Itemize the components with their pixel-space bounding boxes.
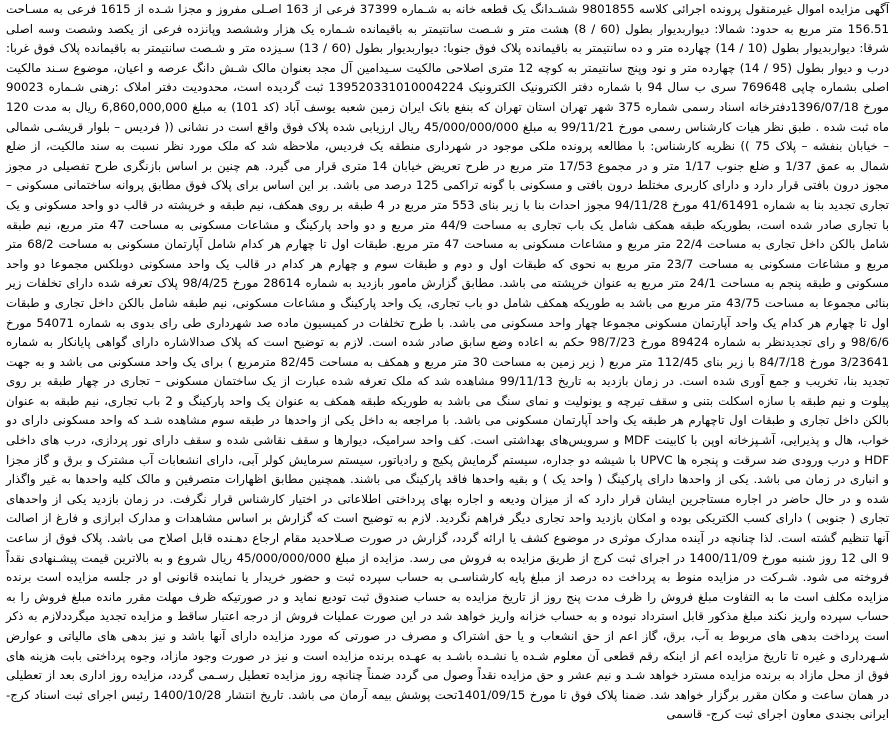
notice-body-text: آگهی مزایده اموال غیرمنقول پرونده اجرائی کلاسه 9801855 ششـدانگ یک قطعه خانه به شـماره 37399 فرعی از 163 اصـلی مفروز و مجزا شـده از 1615 فرعی به مسـاحت 156.51 متر مربع به حدود: شمالا: دیواربدیوار بطول (60 / 8) هشت متر و شـصت سانتیمتر به باقیمانده شـماره یک هزار وششصد وپانزده فرعی از یکصد وشصت وسه اصلی شرقا: دیواربدیوار بطول (10 / 14) چهارده متر و ده سانتیمتر به باقیمانده پلاک فوق جنوبا: دیواربدیوار بطول (60 / 13) سـیزده متر و شـصت سانتیمتر به باقیمانده پلاک فوق غربا: درب و دیوار بطول (95 / 14) چهارده متر و نود وپنج سانتیمتر به کوچه 12 متری اصلاحی مالکیت سـیدامین آل مجد بعنوان مالک شـش دانگ عرصه و اعیان، موضوع سـند مالکیت اصلی بشماره چاپی 769648 سری ب سال 94 با شماره دفتر الکترونیک الکترونیک 139520331010004224 ثبت گردیده است، محدودیت دفتر املاک :رهنی شـماره 90023 مورخ 1396/07/18دفترخانه اسناد رسمی شماره 375 شهر تهران استان تهران که بنفع بانک ایران زمین شعبه یوسف آباد (کد 101) به مبلغ 6,860,000,000 ریال به مدت 120 ماه ثبت شده . طبق نظر هیات کارشناس رسمی مورخ 99/11/21 به مبلغ 45/000/000/000 ریال ارزیابی شده پلاک فوق واقع است در نشانی (( فردیس – بلوار قریشـی شمالی – خیابان بنفشه – پلاک 75 )) نظریه کارشناس: با مطالعه پرونده ملکی موجود در شهرداری منطقه یک فردیس، ملاحظه شد که ملک مورد نظر نسبت به سند مالکیت، از ضلع شمال به عمق 1/37 و ضلع جنوب 1/17 متر و در مجموع 17/53 متر مربع در طرح تعریض خیابان 14 متری قرار می گیرد. هم چنین بر اساس بازنگری طرح تفصیلی در مجوز مجوز درون بافتی قرار دارد و دارای کاربری مختلط درون بافتی و مسکونی با گونه تراکمی 125 درصد می باشد. بر این اساس برای پلاک فوق مطابق پروانه ساختمانی مسکونی – تجاری تجدید بنا به شماره 41/61491 مورخ 94/11/28 مجوز احداث بنا با زیر بنای 553 متر مربع در 4 طبقه بر روی همکف، نیم طبقه و خرپشته در قالب دو واحد مسکونی و یک با تجاری صادر شده است، بطوریکه طبقه همکف شامل یک باب تجاری به مساحت 44/9 متر مربع و دو واحد پارکینگ و مشاعات مسکونی به مساحت 47 متر مربع، نیم طبقه شامل بالکن داخل تجاری به مساحت 22/4 متر مربع و مشاعات مسکونی به مساحت 47 متر مربع. طبقات اول تا چهارم هر کدام شامل آپارتمان مسکونی به مساحت 68/2 متر مربع و مشاعات مسکونی به مساحت 23/7 متر مربع به نحوی که طبقات اول و دوم و طبقات سوم و چهارم هر کدام در قالب یک واحد مسکونی دوبلکس مجموعا دو واحد مسکونی و طبقه پنجم به مساحت 24/1 متر مربع به عنوان خرپشته می باشد. مطابق گزارش مامور بازدید به شماره 28614 مورخ 98/4/25 پلاک تعرفه شده دارای تخلفات زیر بنائی مجموعا به مساحت 43/75 متر مربع می باشد به طوریکه همکف شامل دو باب تجاری، یک واحد پارکینگ و مشاعات مسکونی، نیم طبقه شامل بالکن داخل تجاری و طبقات اول تا چهارم هر کدام یک واحد آپارتمان مسکونی مجموعا چهار واحد مسکونی می باشد. با طرح تخلفات در کمیسیون ماده صد شهرداری طی رای بدوی به شماره 54071 مورخ 98/6/6 و رای تجدیدنظر به شماره 89424 مورخ 98/7/23 حکم به اعاده وضع سابق صادر شده است. لازم به توضیح است که پلاک صدالاشاره دارای گواهی پایانکار به شماره 3/23641 مورخ 84/7/18 با زیر بنای 112/45 متر مربع ( زیر زمین به مساحت 30 متر مربع و همکف به مساحت 82/45 مترمربع ) برای یک واحد مسکونی می باشد و به جهت تجدید بنا، تخریب و جمع آوری شده است. در زمان بازدید به تاریخ 99/11/13 مشاهده شد که ملک تعرفه شده عبارت از یک ساختمان مسکونی – تجاری در چهار طبقه بر روی پیلوت و نیم طبقه با سازه اسکلت بتنی و سقف تیرچه و یونولیت و نمای سنگ می باشد به طوریکه طبقه همکف به عنوان یک واحد پارکینگ و 2 باب تجاری، نیم طبقه به عنوان بالکن داخل تجاری و طبقات اول تاچهارم هر طبقه یک واحد آپارتمان مسکونی می باشد. با مراجعه به داخل یکی از واحدها در طبقه سوم مشاهده شـد که واحد مسکونی دارای دو خواب، هال و پذیرایی، آشـپزخانه اوپن با کابینت MDF و سرویس‌های بهداشتی است. کف واحد سرامیک، دیوارها و سقف نقاشی شده و سقف دارای نور پردازی، درب های داخلی HDF و درب ورودی ضد سرقت و پنجره ها UPVC با شیشه دو جداره، سیستم گرمایش پکیج و رادیاتور، سیستم سرمایش کولر آبی، دارای انشعابات آب مشترک و برق و گاز مجزا و انباری در زمان می باشد. یکی از واحدها دارای پارکینگ ( واحد یک ) و بقیه واحدها فاقد پارکینگ می باشند. همچنین مطابق اظهارات متصرفین و مالک کلیه واحدها به غیر واگذار شده و در حال حاضر در اجاره مستاجرین ایشان قرار دارد که از میزان ودیعه و اجاره بهای پرداختی اطلاعاتی در اختیار کارشناس قرار نگرفت. در زمان بازدید یکی از واحدهای تجاری ( جنوبی ) دارای کسب الکتریکی بوده و امکان بازدید واحد تجاری دیگر فراهم نگردید. لازم به توضیح است که گزارش بر اساس مشاهدات و مدارک ابرازی و فارغ از اصالت آنها تنظیم گشته است. لذا چنانچه در آینده مدارک موثری در موضوع کشف یا ارائه گردد، گزارش در صورت صـلاحدید مقام ارجاع دهـنده قابل اصلاح می باشد. پلاک فوق از ساعت 9 الی 12 روز شنبه مورخ 1400/11/09 در اجرای ثبت کرج از طریق مزایده به فروش می رسد. مزایده از مبلغ 45/000/000/000 ریال شروع و به بالاترین قیمت پیشـنهادی نقداً فروخته می شود. شـرکت در مزایده منوط به پرداخت ده درصد از مبلغ پایه کارشناسـی به حساب سپرده ثبت و حضور خریدار یا نماینده قانونی او در جلسه مزایده است برنده مزایده مکلف است ما به التفاوت مبلغ فروش را ظرف مدت پنج روز از تاریخ مزایده به حساب صندوق ثبت تودیع نماید و در صورتیکه ظرف مهلت مقرر مانده مبلغ فروش را به حساب سپرده واریز نکند مبلغ مذکور قابل استرداد نبوده و به حساب خزانه واریز خواهد شد در این صورت عملیات فروش از درجه اعتبار ساقط و مزایده تجدید میگرددلازم به ذکر است پرداخت بدهی های مربوط به آب، برق، گاز اعم از حق انشعاب و یا حق اشتراک و مصرف در صورتی که مورد مزایده دارای آنها باشد و نیز بدهی های مالیاتی و عوارض شـهرداری و غیره تا تاریخ مزایده اعم از اینکه رقم قطعی آن معلوم شـده یا نشـده باشـد به عهـده برنده مزایده است و نیز در صورت وجود مازاد، وجوه پرداختی بابت هزینه های فوق از محل مازاد به برنده مزایده مسترد خواهد شـد و نیم عشر و حق مزایده نقداً وصول می گردد ضمناً چنانچه روز مزایده تعطیل رسـمی گردد، مزایده روز اداری بعد از تعطیلی در همان ساعت و مکان مقرر برگزار خواهد شد. ضمنا پلاک فوق تا مورخ 1401/09/15تحت پوشش بیمه آرمان می باشد. تاریخ انتشار 1400/10/28 رئیس اجرای ثبت اسناد کرج-ایرانی بجندی معاون اجرای ثبت کرج- قاسمی <box>6 2 890 722</box>
